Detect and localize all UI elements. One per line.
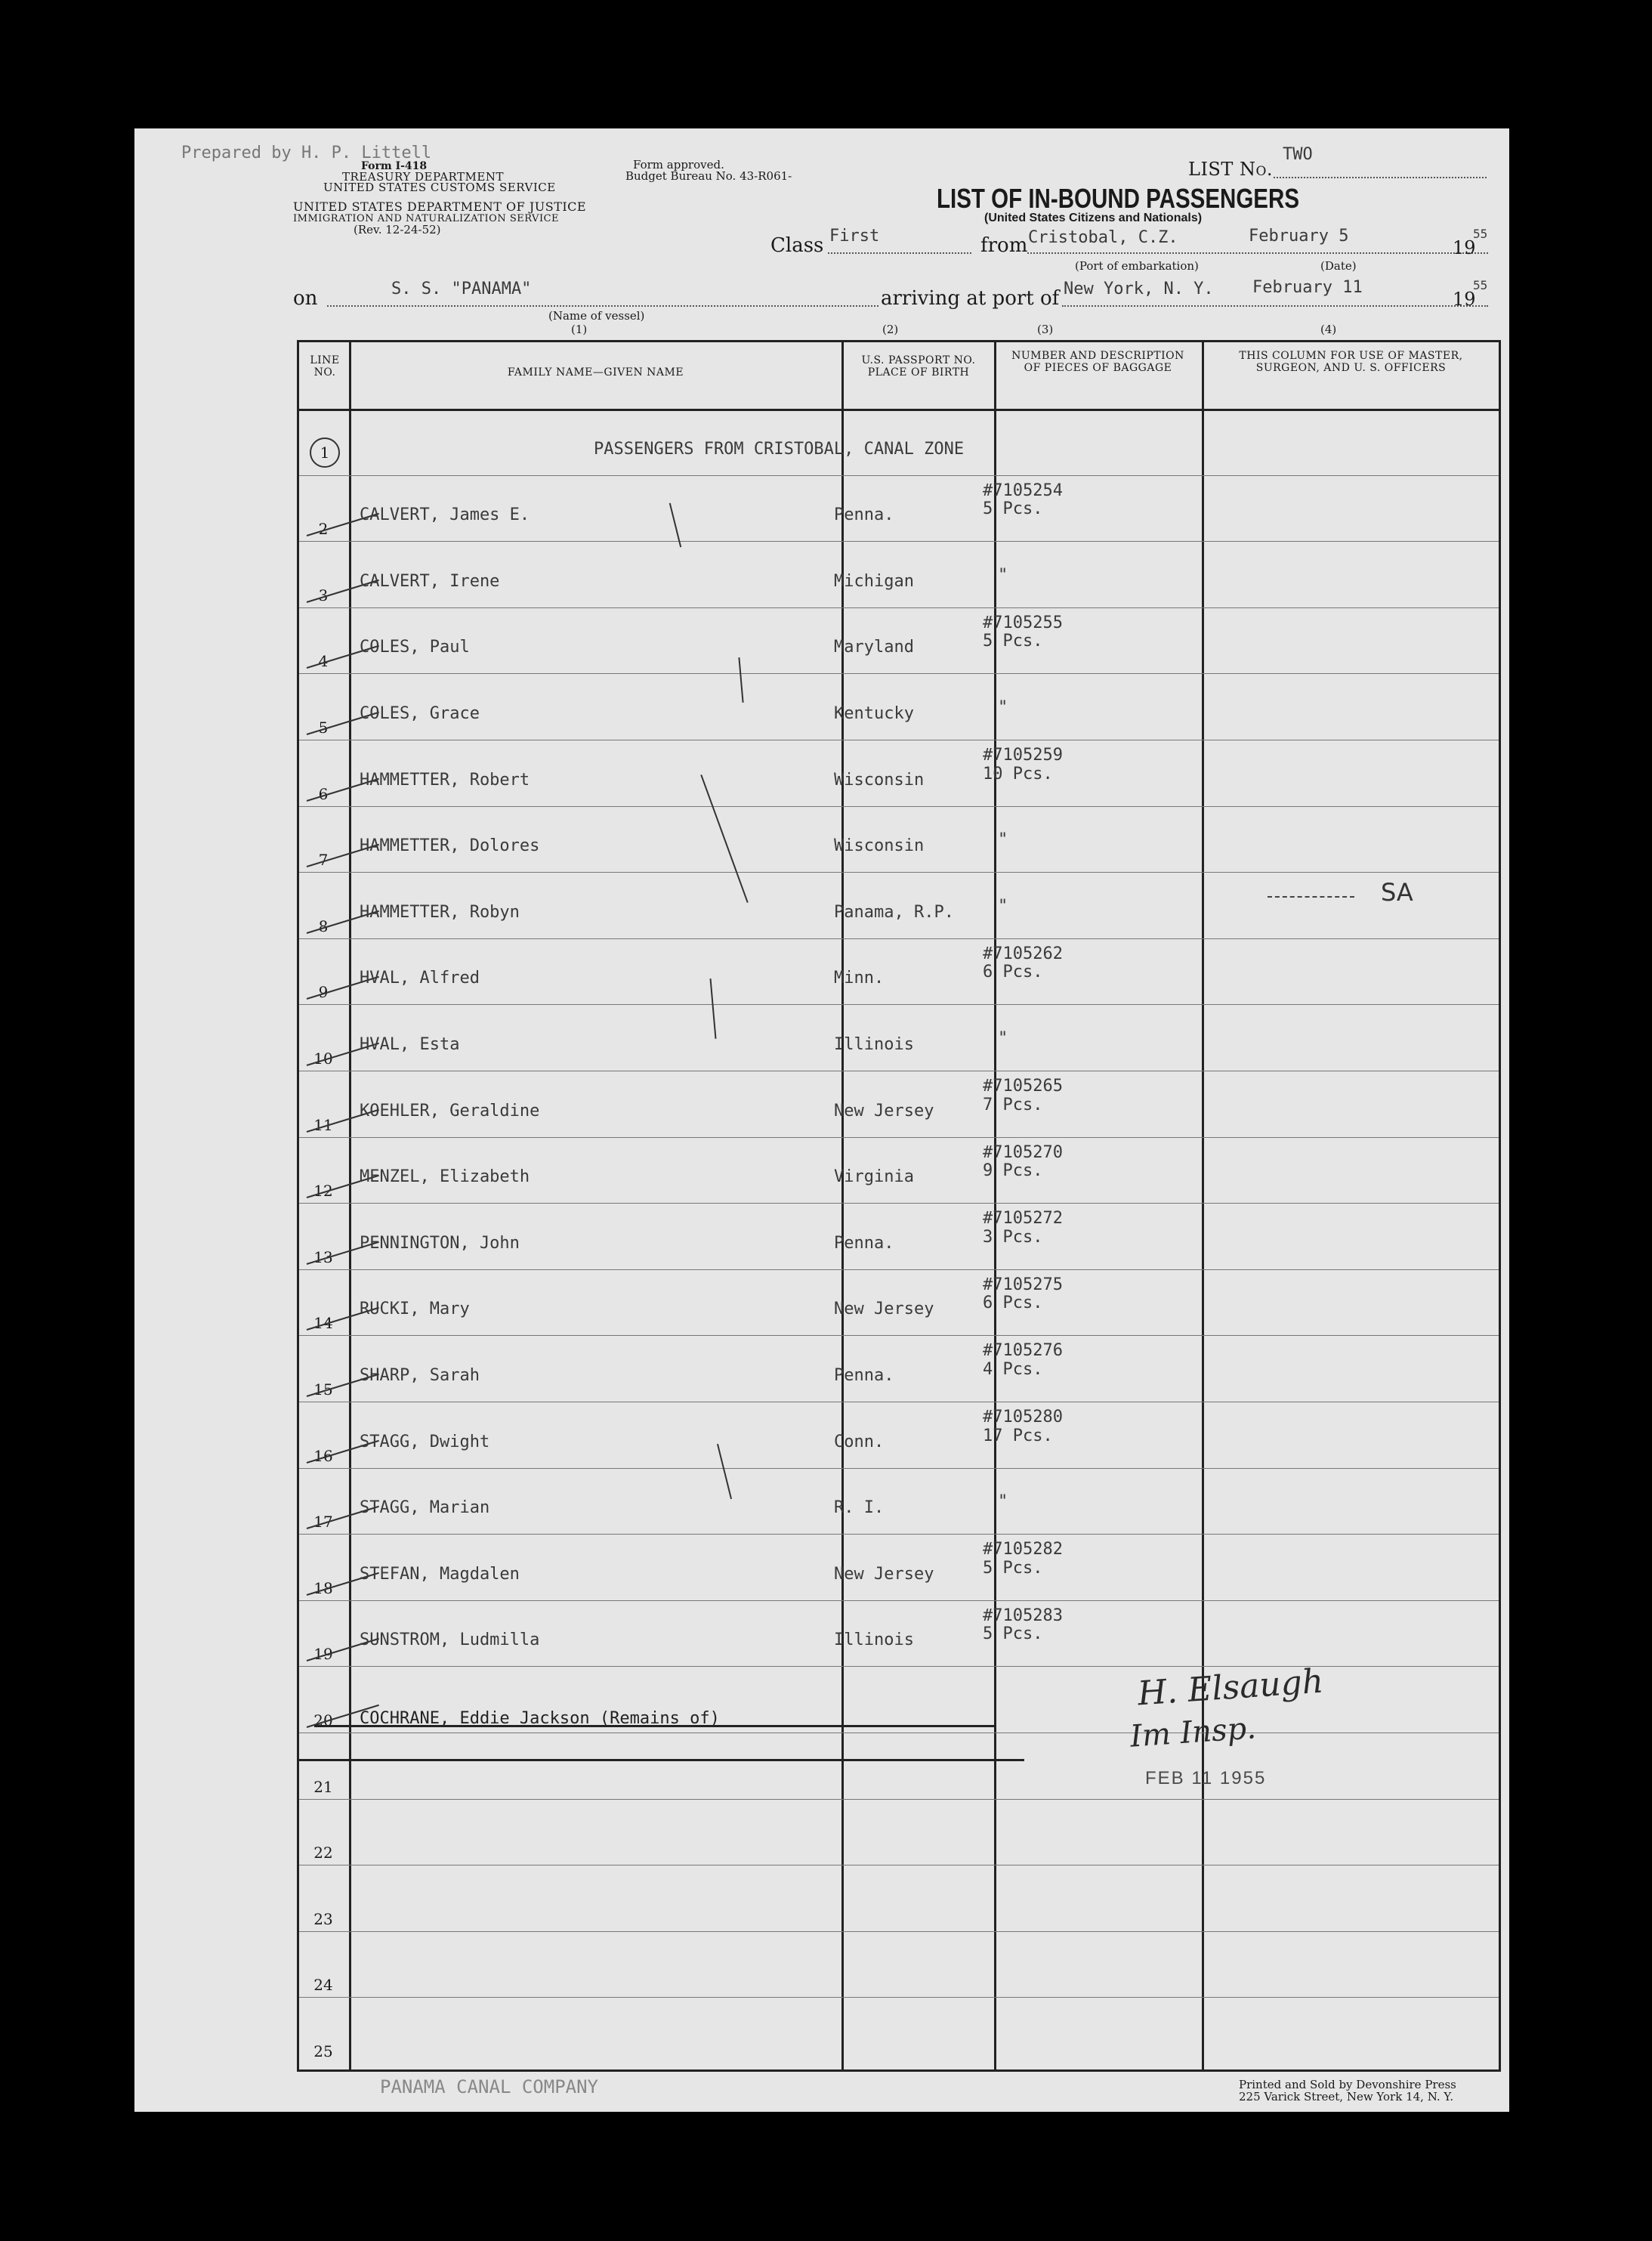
baggage: 3 Pcs. (983, 1227, 1043, 1247)
table-row (299, 1402, 1499, 1468)
line-number: 5 (318, 718, 329, 737)
place-of-birth: Conn. (834, 1432, 885, 1451)
list-subtitle: (United States Citizens and Nationals) (984, 212, 1203, 224)
arriving-label: arriving at port of (881, 287, 1060, 310)
place-of-birth: Penna. (834, 1233, 894, 1253)
passport-number: #7105282 (983, 1540, 1063, 1559)
year-1: 55 (1473, 227, 1488, 241)
passport-number: #7105270 (983, 1142, 1063, 1162)
table-row (299, 1335, 1499, 1402)
from-label: from (980, 234, 1028, 257)
passenger-name: MENZEL, Elizabeth (360, 1167, 530, 1187)
line-number: 15 (313, 1380, 333, 1399)
list-no-value: TWO (1283, 145, 1313, 164)
prepared-by: Prepared by H. P. Littell (181, 144, 432, 162)
line-number: 8 (318, 916, 329, 935)
table-row (299, 740, 1499, 806)
baggage: " (998, 1028, 1008, 1048)
table-row (299, 1269, 1499, 1336)
passenger-name: HAMMETTER, Robyn (360, 902, 520, 922)
justice-dept: UNITED STATES DEPARTMENT OF JUSTICE (293, 199, 587, 214)
passenger-name: COCHRANE, Eddie Jackson (Remains of) (360, 1708, 720, 1728)
on-label: on (293, 287, 318, 310)
place-of-birth: Maryland (834, 638, 914, 657)
port-of-embarkation: Cristobal, C.Z. (1028, 228, 1178, 247)
place-of-birth: Penna. (834, 505, 894, 525)
place-of-birth: Panama, R.P. (834, 902, 954, 922)
passenger-name: KOEHLER, Geraldine (360, 1101, 540, 1120)
place-of-birth: New Jersey (834, 1564, 934, 1584)
baggage: " (998, 896, 1008, 916)
line-number: 4 (318, 652, 329, 671)
line-number: 13 (313, 1247, 333, 1266)
side-dash (1268, 896, 1354, 898)
line-number: 22 (313, 1844, 333, 1862)
passenger-name: HAMMETTER, Dolores (360, 836, 540, 856)
line-number: 18 (313, 1578, 333, 1597)
passport-number: #7105280 (983, 1408, 1063, 1427)
header-line-no: LINE NO. (310, 354, 340, 379)
place-of-birth: Illinois (834, 1631, 914, 1650)
passport-number: #7105255 (983, 613, 1063, 632)
line-number: 11 (313, 1115, 333, 1134)
passenger-name: STAGG, Dwight (360, 1432, 490, 1451)
table-row (299, 1865, 1499, 1931)
line-number: 24 (313, 1976, 333, 1995)
line-number: 12 (313, 1182, 333, 1201)
place-of-birth: R. I. (834, 1498, 885, 1518)
passenger-name: HVAL, Esta (360, 1034, 460, 1054)
year-prefix-1: 19 (1453, 237, 1476, 258)
baggage: 17 Pcs. (983, 1426, 1053, 1445)
printer-line-2: 225 Varick Street, New York 14, N. Y. (1239, 2090, 1454, 2103)
passenger-name: COLES, Paul (360, 638, 470, 657)
table-row (299, 1600, 1499, 1667)
table-row (299, 1931, 1499, 1998)
line-number: 7 (318, 851, 329, 870)
customs-service: UNITED STATES CUSTOMS SERVICE (323, 181, 556, 194)
line-number: 16 (313, 1446, 333, 1465)
passport-number: #7105254 (983, 481, 1063, 500)
passenger-name: CALVERT, Irene (360, 571, 500, 591)
place-of-birth: Virginia (834, 1167, 914, 1187)
line-number: 10 (313, 1049, 333, 1068)
table-row (299, 409, 1499, 475)
passport-number: #7105275 (983, 1275, 1063, 1294)
line-number: 21 (313, 1777, 333, 1796)
line-number: 9 (318, 983, 329, 1002)
place-of-birth: Minn. (834, 969, 885, 988)
table-row (299, 1468, 1499, 1535)
col3-caption: (3) (1037, 323, 1054, 336)
immigration-service: IMMIGRATION AND NATURALIZATION SERVICE (293, 213, 560, 224)
form-number: Form I-418 (361, 160, 428, 172)
line-number: 20 (313, 1711, 333, 1729)
passenger-name: HAMMETTER, Robert (360, 770, 530, 790)
table-row (299, 1997, 1499, 2063)
place-of-birth: New Jersey (834, 1300, 934, 1319)
embarkation-date: February 5 (1249, 227, 1349, 246)
table-row (299, 475, 1499, 542)
baggage: 10 Pcs. (983, 764, 1053, 784)
passenger-table (297, 340, 1501, 2072)
passport-number: #7105259 (983, 746, 1063, 765)
line-number: 6 (318, 784, 329, 803)
passport-number: #7105283 (983, 1606, 1063, 1625)
table-row (299, 938, 1499, 1005)
line-number: 23 (313, 1909, 333, 1928)
table-row (299, 872, 1499, 938)
baggage: " (998, 1492, 1008, 1512)
line-number: 1 (310, 437, 340, 468)
passenger-name: PASSENGERS FROM CRISTOBAL, CANAL ZONE (594, 439, 965, 459)
baggage: 4 Pcs. (983, 1359, 1043, 1379)
baggage: " (998, 565, 1008, 585)
table-row (299, 541, 1499, 607)
line-number: 2 (318, 520, 329, 539)
printer-line-1: Printed and Sold by Devonshire Press (1239, 2078, 1456, 2091)
table-row (299, 1799, 1499, 1865)
arrival-port: New York, N. Y. (1064, 280, 1214, 298)
baggage: 9 Pcs. (983, 1161, 1043, 1181)
list-no-label: LIST No. (1188, 159, 1274, 180)
passenger-name: RUCKI, Mary (360, 1300, 470, 1319)
manifest-page (134, 128, 1509, 2112)
arrival-date: February 11 (1252, 278, 1363, 297)
passport-number: #7105272 (983, 1209, 1063, 1229)
baggage: 5 Pcs. (983, 499, 1043, 519)
table-row (299, 1733, 1499, 1799)
place-of-birth: Wisconsin (834, 770, 925, 790)
table-row (299, 607, 1499, 674)
class-value: First (829, 227, 880, 246)
passenger-name: COLES, Grace (360, 703, 480, 723)
class-label: Class (770, 234, 824, 257)
col4-caption: (4) (1320, 323, 1337, 336)
passenger-name: SHARP, Sarah (360, 1365, 480, 1385)
line-number: 25 (313, 2042, 333, 2060)
table-row (299, 1004, 1499, 1071)
treasury-dept: TREASURY DEPARTMENT (342, 170, 504, 184)
company-name: PANAMA CANAL COMPANY (380, 2076, 598, 2097)
table-row (299, 1137, 1499, 1204)
passenger-name: CALVERT, James E. (360, 505, 530, 525)
passenger-name: STAGG, Marian (360, 1498, 490, 1518)
port-caption: (Port of embarkation) (1075, 259, 1199, 273)
list-title: LIST OF IN-BOUND PASSENGERS (937, 183, 1300, 214)
table-row (299, 1203, 1499, 1269)
place-of-birth: Michigan (834, 571, 914, 591)
date-caption: (Date) (1320, 259, 1357, 273)
baggage: 5 Pcs. (983, 632, 1043, 651)
header-name: FAMILY NAME—GIVEN NAME (507, 366, 684, 379)
inspector-title: Im Insp. (1129, 1711, 1258, 1754)
header-baggage: NUMBER AND DESCRIPTION OF PIECES OF BAGGAGE (1011, 350, 1184, 374)
table-row (299, 673, 1499, 740)
side-mark: SA (1381, 878, 1413, 907)
passenger-name: SUNSTROM, Ludmilla (360, 1631, 540, 1650)
place-of-birth: Illinois (834, 1034, 914, 1054)
place-of-birth: New Jersey (834, 1101, 934, 1120)
passport-number: #7105276 (983, 1341, 1063, 1361)
baggage: 6 Pcs. (983, 1294, 1043, 1313)
passenger-name: STEFAN, Magdalen (360, 1564, 520, 1584)
vessel-name: S. S. "PANAMA" (391, 280, 532, 298)
header-passport: U.S. PASSPORT NO. PLACE OF BIRTH (861, 354, 976, 379)
table-row (299, 1071, 1499, 1137)
line-number: 19 (313, 1645, 333, 1664)
baggage: " (998, 830, 1008, 850)
budget-bureau: Budget Bureau No. 43-R061- (625, 169, 792, 183)
line-number: 17 (313, 1513, 333, 1532)
line-number: 3 (318, 586, 329, 604)
passenger-name: HVAL, Alfred (360, 969, 480, 988)
inspector-signature: H. Elsaugh (1136, 1661, 1325, 1714)
col1-caption: (1) (571, 323, 588, 336)
table-row (299, 806, 1499, 873)
table-row (299, 1534, 1499, 1600)
place-of-birth: Wisconsin (834, 836, 925, 856)
place-of-birth: Penna. (834, 1365, 894, 1385)
baggage: " (998, 697, 1008, 717)
strike-line (314, 1725, 994, 1727)
year-prefix-2: 19 (1453, 289, 1476, 310)
baggage: 6 Pcs. (983, 963, 1043, 982)
col2-caption: (2) (882, 323, 899, 336)
baggage: 5 Pcs. (983, 1558, 1043, 1578)
baggage: 5 Pcs. (983, 1624, 1043, 1644)
vessel-caption: (Name of vessel) (548, 309, 645, 323)
year-2: 55 (1473, 278, 1488, 292)
place-of-birth: Kentucky (834, 703, 914, 723)
baggage: 7 Pcs. (983, 1095, 1043, 1114)
passenger-name: PENNINGTON, John (360, 1233, 520, 1253)
passport-number: #7105262 (983, 944, 1063, 963)
form-approved: Form approved. (633, 158, 724, 172)
passport-number: #7105265 (983, 1077, 1063, 1096)
line-number: 14 (313, 1314, 333, 1333)
revision: (Rev. 12-24-52) (354, 223, 441, 236)
header-officers: THIS COLUMN FOR USE OF MASTER, SURGEON, AND U. S. OFFICERS (1239, 350, 1463, 374)
date-stamp: FEB 11 1955 (1145, 1768, 1267, 1788)
